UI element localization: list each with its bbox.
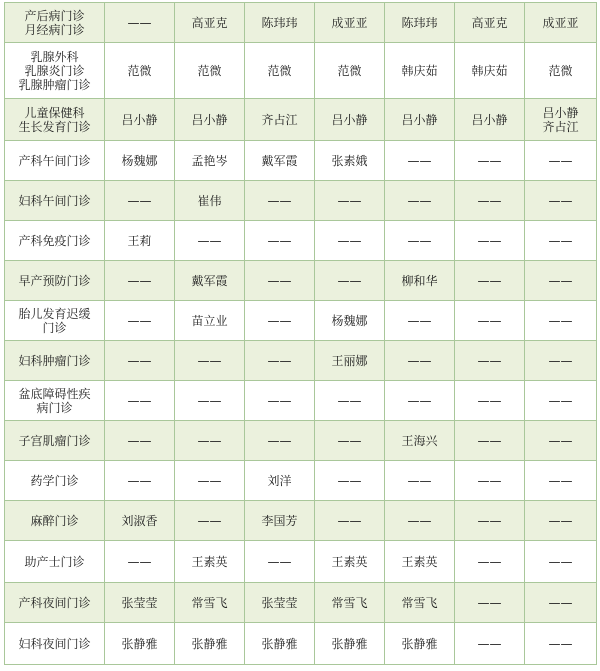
- dept-cell: 产科免疫门诊: [5, 221, 105, 261]
- dept-cell: 乳腺外科 乳腺炎门诊 乳腺肿瘤门诊: [5, 43, 105, 99]
- doctor-cell: 王丽娜: [315, 341, 385, 381]
- doctor-cell: ——: [315, 421, 385, 461]
- doctor-cell: ——: [175, 501, 245, 541]
- doctor-cell: ——: [525, 381, 597, 421]
- doctor-cell: 柳和华: [385, 261, 455, 301]
- doctor-cell: ——: [525, 583, 597, 623]
- doctor-cell: ——: [315, 501, 385, 541]
- doctor-cell: ——: [455, 261, 525, 301]
- doctor-cell: 韩庆茹: [455, 43, 525, 99]
- doctor-cell: 张素娥: [315, 141, 385, 181]
- doctor-cell: 张静雅: [175, 623, 245, 665]
- doctor-cell: ——: [455, 381, 525, 421]
- doctor-cell: 张静雅: [245, 623, 315, 665]
- doctor-cell: 常雪飞: [315, 583, 385, 623]
- dept-cell: 胎儿发育迟缓 门诊: [5, 301, 105, 341]
- doctor-cell: 范微: [525, 43, 597, 99]
- doctor-cell: 吕小静 齐占江: [525, 99, 597, 141]
- doctor-cell: 张静雅: [315, 623, 385, 665]
- doctor-cell: ——: [175, 341, 245, 381]
- doctor-cell: ——: [525, 623, 597, 665]
- dept-cell: 助产士门诊: [5, 541, 105, 583]
- dept-cell: 药学门诊: [5, 461, 105, 501]
- doctor-cell: ——: [175, 461, 245, 501]
- doctor-cell: ——: [455, 623, 525, 665]
- doctor-cell: ——: [525, 501, 597, 541]
- dept-cell: 妇科夜间门诊: [5, 623, 105, 665]
- doctor-cell: ——: [455, 541, 525, 583]
- doctor-cell: ——: [105, 181, 175, 221]
- doctor-cell: ——: [315, 181, 385, 221]
- doctor-cell: 戴军霞: [245, 141, 315, 181]
- doctor-cell: 刘洋: [245, 461, 315, 501]
- doctor-cell: 王海兴: [385, 421, 455, 461]
- doctor-cell: ——: [105, 421, 175, 461]
- doctor-cell: ——: [385, 141, 455, 181]
- doctor-cell: ——: [245, 221, 315, 261]
- doctor-cell: ——: [245, 381, 315, 421]
- dept-cell: 麻醉门诊: [5, 501, 105, 541]
- doctor-cell: ——: [525, 261, 597, 301]
- doctor-cell: ——: [245, 541, 315, 583]
- doctor-cell: ——: [525, 181, 597, 221]
- doctor-cell: ——: [455, 583, 525, 623]
- table-row: [5, 221, 597, 261]
- doctor-cell: 苗立业: [175, 301, 245, 341]
- table-row: [5, 99, 597, 141]
- doctor-cell: ——: [315, 461, 385, 501]
- doctor-cell: 崔伟: [175, 181, 245, 221]
- table-row: [5, 421, 597, 461]
- doctor-cell: 刘淑香: [105, 501, 175, 541]
- doctor-cell: 陈玮玮: [385, 3, 455, 43]
- table-row: [5, 3, 597, 43]
- doctor-cell: 张莹莹: [105, 583, 175, 623]
- table-row: [5, 261, 597, 301]
- doctor-cell: 成亚亚: [525, 3, 597, 43]
- doctor-cell: ——: [245, 341, 315, 381]
- dept-cell: 产科夜间门诊: [5, 583, 105, 623]
- doctor-cell: ——: [525, 221, 597, 261]
- doctor-cell: ——: [385, 461, 455, 501]
- doctor-cell: 范微: [105, 43, 175, 99]
- doctor-cell: ——: [175, 381, 245, 421]
- table-row: [5, 461, 597, 501]
- dept-cell: 妇科肿瘤门诊: [5, 341, 105, 381]
- doctor-cell: 高亚克: [175, 3, 245, 43]
- doctor-cell: 王素英: [315, 541, 385, 583]
- table-row: [5, 181, 597, 221]
- doctor-cell: ——: [105, 341, 175, 381]
- doctor-cell: ——: [385, 341, 455, 381]
- table-row: [5, 541, 597, 583]
- doctor-cell: 高亚克: [455, 3, 525, 43]
- doctor-cell: 张莹莹: [245, 583, 315, 623]
- doctor-cell: ——: [105, 261, 175, 301]
- doctor-cell: ——: [455, 221, 525, 261]
- doctor-cell: ——: [385, 501, 455, 541]
- doctor-cell: ——: [315, 221, 385, 261]
- doctor-cell: ——: [105, 301, 175, 341]
- doctor-cell: ——: [525, 541, 597, 583]
- doctor-cell: 常雪飞: [385, 583, 455, 623]
- doctor-cell: 张静雅: [105, 623, 175, 665]
- dept-cell: 产科午间门诊: [5, 141, 105, 181]
- doctor-cell: ——: [455, 141, 525, 181]
- doctor-cell: 常雪飞: [175, 583, 245, 623]
- table-row: [5, 623, 597, 665]
- doctor-cell: 韩庆茹: [385, 43, 455, 99]
- doctor-cell: 吕小静: [105, 99, 175, 141]
- doctor-cell: ——: [175, 221, 245, 261]
- schedule-body: [5, 3, 597, 665]
- doctor-cell: 吕小静: [175, 99, 245, 141]
- doctor-cell: ——: [525, 301, 597, 341]
- doctor-cell: 范微: [315, 43, 385, 99]
- doctor-cell: ——: [455, 341, 525, 381]
- doctor-cell: ——: [315, 381, 385, 421]
- doctor-cell: 范微: [175, 43, 245, 99]
- doctor-cell: ——: [245, 261, 315, 301]
- schedule-table: [4, 2, 597, 665]
- dept-cell: 盆底障碍性疾 病门诊: [5, 381, 105, 421]
- doctor-cell: 杨魏娜: [315, 301, 385, 341]
- doctor-cell: ——: [245, 301, 315, 341]
- doctor-cell: 吕小静: [455, 99, 525, 141]
- doctor-cell: ——: [525, 341, 597, 381]
- table-row: [5, 141, 597, 181]
- table-row: [5, 381, 597, 421]
- table-row: [5, 583, 597, 623]
- doctor-cell: ——: [385, 381, 455, 421]
- doctor-cell: ——: [455, 501, 525, 541]
- doctor-cell: 张静雅: [385, 623, 455, 665]
- dept-cell: 子宫肌瘤门诊: [5, 421, 105, 461]
- doctor-cell: ——: [455, 301, 525, 341]
- doctor-cell: ——: [455, 181, 525, 221]
- doctor-cell: ——: [455, 421, 525, 461]
- doctor-cell: 戴军霞: [175, 261, 245, 301]
- table-row: [5, 501, 597, 541]
- doctor-cell: ——: [385, 221, 455, 261]
- doctor-cell: 陈玮玮: [245, 3, 315, 43]
- doctor-cell: 王素英: [175, 541, 245, 583]
- doctor-cell: ——: [105, 461, 175, 501]
- table-row: [5, 341, 597, 381]
- dept-cell: 产后病门诊 月经病门诊: [5, 3, 105, 43]
- doctor-cell: 李国芳: [245, 501, 315, 541]
- doctor-cell: ——: [315, 261, 385, 301]
- dept-cell: 早产预防门诊: [5, 261, 105, 301]
- doctor-cell: 成亚亚: [315, 3, 385, 43]
- doctor-cell: 孟艳岑: [175, 141, 245, 181]
- doctor-cell: ——: [105, 381, 175, 421]
- doctor-cell: ——: [385, 181, 455, 221]
- doctor-cell: ——: [105, 3, 175, 43]
- dept-cell: 儿童保健科 生长发育门诊: [5, 99, 105, 141]
- doctor-cell: ——: [385, 301, 455, 341]
- doctor-cell: 杨魏娜: [105, 141, 175, 181]
- doctor-cell: ——: [525, 141, 597, 181]
- doctor-cell: 王素英: [385, 541, 455, 583]
- doctor-cell: 范微: [245, 43, 315, 99]
- doctor-cell: ——: [245, 421, 315, 461]
- doctor-cell: ——: [455, 461, 525, 501]
- table-row: [5, 301, 597, 341]
- doctor-cell: ——: [245, 181, 315, 221]
- doctor-cell: ——: [105, 541, 175, 583]
- doctor-cell: 王莉: [105, 221, 175, 261]
- dept-cell: 妇科午间门诊: [5, 181, 105, 221]
- doctor-cell: 齐占江: [245, 99, 315, 141]
- doctor-cell: ——: [525, 461, 597, 501]
- doctor-cell: 吕小静: [315, 99, 385, 141]
- doctor-cell: ——: [525, 421, 597, 461]
- table-row: [5, 43, 597, 99]
- doctor-cell: ——: [175, 421, 245, 461]
- doctor-cell: 吕小静: [385, 99, 455, 141]
